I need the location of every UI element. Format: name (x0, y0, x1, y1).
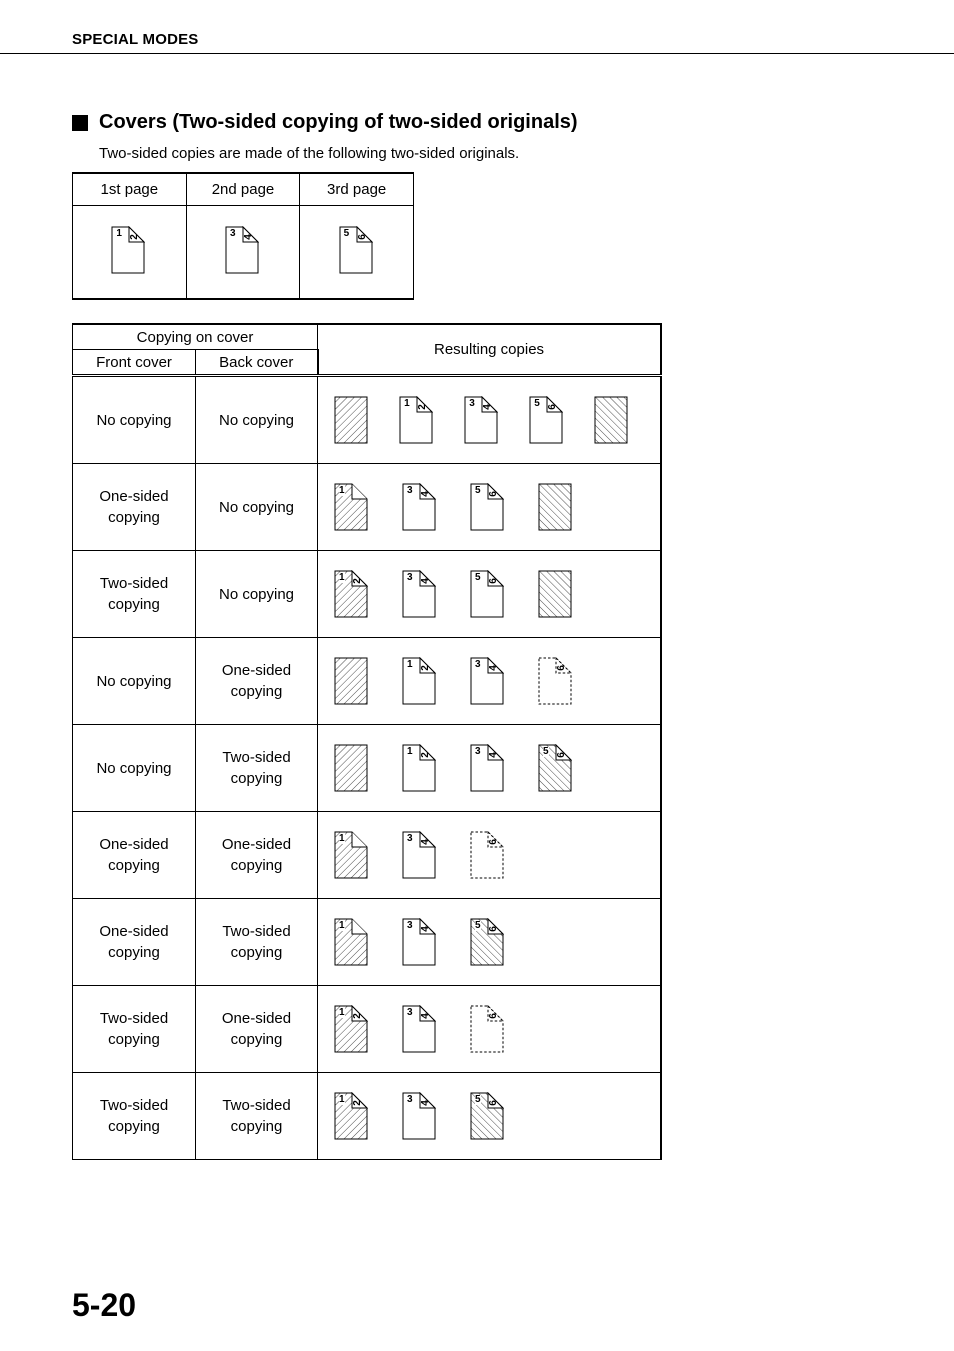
page-sheet-icon (538, 656, 606, 706)
page-back-number: 4 (487, 752, 499, 758)
page-back-number: 6 (487, 1100, 499, 1106)
page-back-number: 2 (351, 578, 363, 584)
page-sheet-icon (538, 569, 606, 619)
page-back-number: 4 (419, 839, 431, 845)
page-sheet-icon (470, 656, 538, 706)
table-row (73, 1073, 661, 1160)
original-page-cell (73, 206, 187, 300)
page-front-number: 1 (404, 398, 410, 409)
table-row (73, 812, 661, 899)
resulting-copies-cell (318, 725, 661, 812)
page-front-number: 5 (343, 228, 350, 239)
page-sheet-icon (470, 917, 538, 967)
table-row (73, 725, 661, 812)
back-cover-option: One-sided copying (196, 986, 318, 1073)
page-front-number: 5 (475, 485, 481, 496)
page-sheet-icon (334, 917, 402, 967)
front-cover-header: Front cover (73, 350, 196, 376)
table-row (73, 638, 661, 725)
result-table (72, 323, 662, 1160)
resulting-copies-cell (318, 638, 661, 725)
page-front-number: 5 (543, 746, 549, 757)
originals-header-2: 2nd page (186, 173, 300, 206)
section-intro: Two-sided copies are made of the following two-sided originals. (99, 145, 520, 162)
table-row (73, 464, 661, 551)
back-cover-option: One-sided copying (196, 812, 318, 899)
page-sheet-icon (402, 569, 470, 619)
page-back-number: 4 (487, 665, 499, 671)
page-sheet-icon (334, 569, 402, 619)
original-page-cell (300, 206, 414, 300)
page-front-number: 3 (475, 659, 481, 670)
copying-on-cover-header: Copying on cover (73, 324, 318, 350)
page-back-number: 2 (351, 1013, 363, 1019)
page-sheet-icon (334, 1091, 402, 1141)
page-sheet-icon (334, 395, 399, 445)
page-back-number: 4 (481, 404, 493, 410)
page-front-number: 3 (229, 228, 236, 239)
back-cover-option: Two-sided copying (196, 1073, 318, 1160)
page-front-number: 3 (407, 833, 413, 844)
page-front-number: 1 (339, 833, 345, 844)
page-sheet-icon (225, 225, 261, 275)
page-front-number: 5 (475, 572, 481, 583)
page-sheet-icon (529, 395, 594, 445)
page-sheet-icon (470, 569, 538, 619)
back-cover-option: Two-sided copying (196, 725, 318, 812)
page-sheet-icon (538, 482, 606, 532)
front-cover-option: No copying (73, 638, 196, 725)
page-front-number: 3 (407, 572, 413, 583)
page-back-number: 6 (547, 404, 559, 410)
page-back-number: 2 (419, 752, 431, 758)
page-back-number: 6 (487, 491, 499, 497)
page-front-number: 1 (339, 485, 345, 496)
page-sheet-icon (334, 743, 402, 793)
front-cover-option: Two-sided copying (73, 551, 196, 638)
back-cover-option: Two-sided copying (196, 899, 318, 986)
square-bullet-icon (72, 115, 88, 131)
page-sheet-icon (334, 482, 402, 532)
resulting-copies-cell (318, 812, 661, 899)
page-back-number: 6 (555, 752, 567, 758)
page-sheet-icon (402, 830, 470, 880)
front-cover-option: Two-sided copying (73, 1073, 196, 1160)
table-row (73, 899, 661, 986)
page-number: 5-20 (72, 1287, 137, 1323)
page-sheet-icon (402, 743, 470, 793)
page-front-number: 1 (339, 1094, 345, 1105)
front-cover-option: One-sided copying (73, 812, 196, 899)
page-sheet-icon (470, 1091, 538, 1141)
page-back-number: 2 (416, 404, 428, 410)
back-cover-option: No copying (196, 464, 318, 551)
page-front-number: 1 (407, 659, 413, 670)
front-cover-option: Two-sided copying (73, 986, 196, 1073)
resulting-copies-cell (318, 551, 661, 638)
page-back-number: 4 (419, 1100, 431, 1106)
page-front-number: 3 (407, 1007, 413, 1018)
page-front-number: 3 (407, 1094, 413, 1105)
front-cover-option: One-sided copying (73, 464, 196, 551)
page-front-number: 5 (475, 920, 481, 931)
front-cover-option: One-sided copying (73, 899, 196, 986)
page-sheet-icon (402, 482, 470, 532)
page-back-number: 4 (242, 234, 254, 240)
originals-header-3: 3rd page (300, 173, 414, 206)
page-sheet-icon (402, 1091, 470, 1141)
page-back-number: 6 (487, 1013, 499, 1019)
page-sheet-icon (334, 1004, 402, 1054)
page-sheet-icon (399, 395, 464, 445)
page-front-number: 1 (339, 572, 345, 583)
page-front-number: 3 (407, 920, 413, 931)
section-title: Covers (Two-sided copying of two-sided originals) (99, 111, 578, 133)
page-sheet-icon (402, 656, 470, 706)
table-row (73, 376, 661, 464)
page-sheet-icon (334, 830, 402, 880)
back-cover-option: One-sided copying (196, 638, 318, 725)
resulting-copies-cell (318, 464, 661, 551)
header-rule (0, 53, 954, 54)
page-back-number: 2 (351, 1100, 363, 1106)
page-sheet-icon (594, 395, 659, 445)
back-cover-option: No copying (196, 376, 318, 464)
front-cover-option: No copying (73, 725, 196, 812)
page-back-number: 4 (419, 1013, 431, 1019)
page-front-number: 1 (116, 228, 122, 239)
table-row (73, 986, 661, 1073)
page-back-number: 6 (356, 234, 368, 240)
original-page-cell (186, 206, 300, 300)
resulting-copies-cell (318, 899, 661, 986)
table-row (73, 551, 661, 638)
originals-table (72, 172, 414, 300)
resulting-copies-cell (318, 986, 661, 1073)
section-heading (72, 111, 578, 134)
page-back-number: 6 (487, 926, 499, 932)
page-front-number: 3 (475, 746, 481, 757)
page-sheet-icon (111, 225, 147, 275)
resulting-copies-cell (318, 376, 661, 464)
resulting-copies-cell (318, 1073, 661, 1160)
back-cover-header: Back cover (196, 350, 318, 376)
page-front-number: 5 (534, 398, 540, 409)
page-sheet-icon (464, 395, 529, 445)
page-front-number: 1 (339, 920, 345, 931)
page-back-number: 6 (555, 665, 567, 671)
back-cover-option: No copying (196, 551, 318, 638)
page-front-number: 1 (407, 746, 413, 757)
page-sheet-icon (402, 917, 470, 967)
page-back-number: 2 (419, 665, 431, 671)
front-cover-option: No copying (73, 376, 196, 464)
page-back-number: 4 (419, 491, 431, 497)
page-back-number: 6 (487, 839, 499, 845)
page-front-number: 5 (475, 1094, 481, 1105)
page-sheet-icon (402, 1004, 470, 1054)
page-sheet-icon (470, 743, 538, 793)
page-back-number: 4 (419, 926, 431, 932)
page-back-number: 6 (487, 578, 499, 584)
page-sheet-icon (334, 656, 402, 706)
page-back-number: 2 (129, 234, 141, 240)
page-front-number: 1 (339, 1007, 345, 1018)
running-header: SPECIAL MODES (72, 31, 199, 48)
page-sheet-icon (470, 1004, 538, 1054)
page-sheet-icon (470, 482, 538, 532)
page-sheet-icon (339, 225, 375, 275)
page-sheet-icon (538, 743, 606, 793)
page-back-number: 4 (419, 578, 431, 584)
resulting-copies-header: Resulting copies (318, 324, 661, 376)
page-front-number: 3 (469, 398, 475, 409)
originals-header-1: 1st page (73, 173, 187, 206)
page-sheet-icon (470, 830, 538, 880)
page-front-number: 3 (407, 485, 413, 496)
